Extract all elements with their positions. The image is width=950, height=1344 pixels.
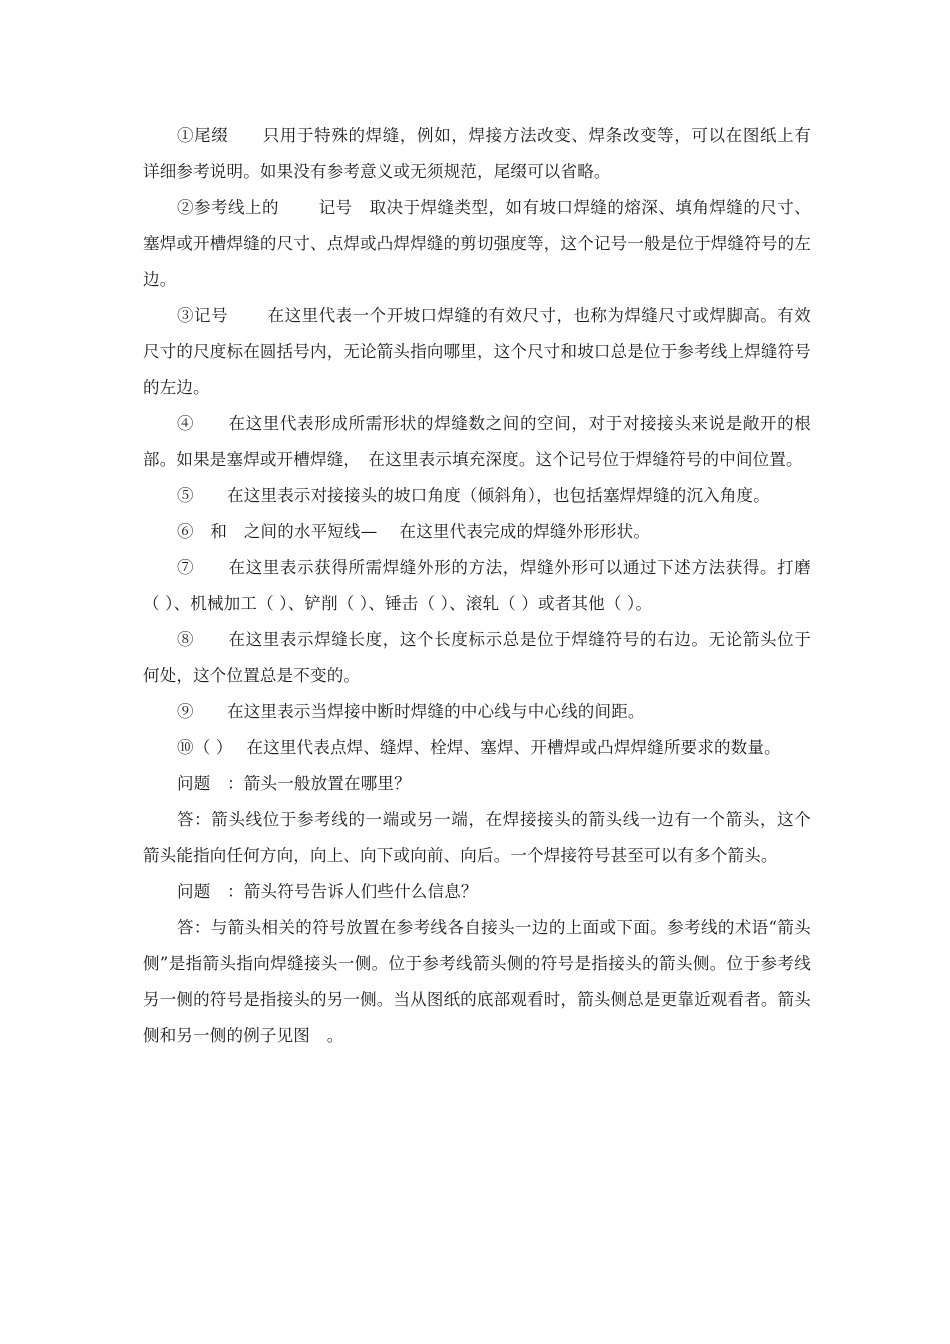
question-arrow-information: 问题 ：箭头符号告诉人们些什么信息？ — [177, 882, 478, 901]
paragraph-pitch: ⑨ 在这里表示当焊接中断时焊缝的中心线与中心线的间距。 — [177, 702, 645, 721]
paragraph-weld-length: ⑧ 在这里表示焊缝长度，这个长度标示总是位于焊缝符号的右边。无论箭头位于何处，这个位置总是不变的。 — [143, 630, 811, 685]
paragraph-groove-angle: ⑤ 在这里表示对接接头的坡口角度（倾斜角），也包括塞焊焊缝的沉入角度。 — [177, 486, 770, 505]
paragraph-reference-line-mark: ②参考线上的 记号 取决于焊缝类型，如有坡口焊缝的熔深、填角焊缝的尺寸、塞焊或开槽焊缝的尺寸、点焊或凸焊焊缝的剪切强度等，这个记号一般是位于焊缝符号的左边。 — [143, 198, 811, 289]
paragraph-number-of-welds: ⑩（ ） 在这里代表点焊、缝焊、栓焊、塞焊、开槽焊或凸焊焊缝所要求的数量。 — [177, 738, 781, 757]
answer-arrow-information: 答：与箭头相关的符号放置在参考线各自接头一边的上面或下面。参考线的术语“箭头侧”是指箭头指向焊缝接头一侧。位于参考线箭头侧的符号是指接头的箭头侧。位于参考线另一侧的符号是指接头的另一侧。当从图纸的底部观看时，箭头侧总是更靠近观看者。箭头侧和另一侧的例子见图 。 — [143, 918, 811, 1045]
question-arrow-placement: 问题 ：箭头一般放置在哪里？ — [177, 774, 411, 793]
paragraph-root-opening: ④ 在这里代表形成所需形状的焊缝数之间的空间，对于对接接头来说是敞开的根部。如果是塞焊或开槽焊缝， 在这里表示填充深度。这个记号位于焊缝符号的中间位置。 — [143, 414, 811, 469]
paragraph-contour: ⑥ 和 之间的水平短线— 在这里代表完成的焊缝外形形状。 — [177, 522, 651, 541]
paragraph-effective-size: ③记号 在这里代表一个开坡口焊缝的有效尺寸，也称为焊缝尺寸或焊脚高。有效尺寸的尺度标在圆括号内，无论箭头指向哪里，这个尺寸和坡口总是位于参考线上焊缝符号的左边。 — [143, 306, 811, 397]
paragraph-finish-method: ⑦ 在这里表示获得所需焊缝外形的方法，焊缝外形可以通过下述方法获得。打磨（ ）、机械加工（ ）、铲削（ ）、锤击（ ）、滚轧（ ）或者其他（ ）。 — [143, 558, 811, 613]
answer-arrow-placement: 答：箭头线位于参考线的一端或另一端，在焊接接头的箭头线一边有一个箭头，这个箭头能指向任何方向，向上、向下或向前、向后。一个焊接符号甚至可以有多个箭头。 — [143, 810, 811, 865]
paragraph-suffix: ①尾缀 只用于特殊的焊缝，例如，焊接方法改变、焊条改变等，可以在图纸上有详细参考说明。如果没有参考意义或无须规范，尾缀可以省略。 — [143, 126, 811, 181]
document-body — [143, 118, 811, 1054]
